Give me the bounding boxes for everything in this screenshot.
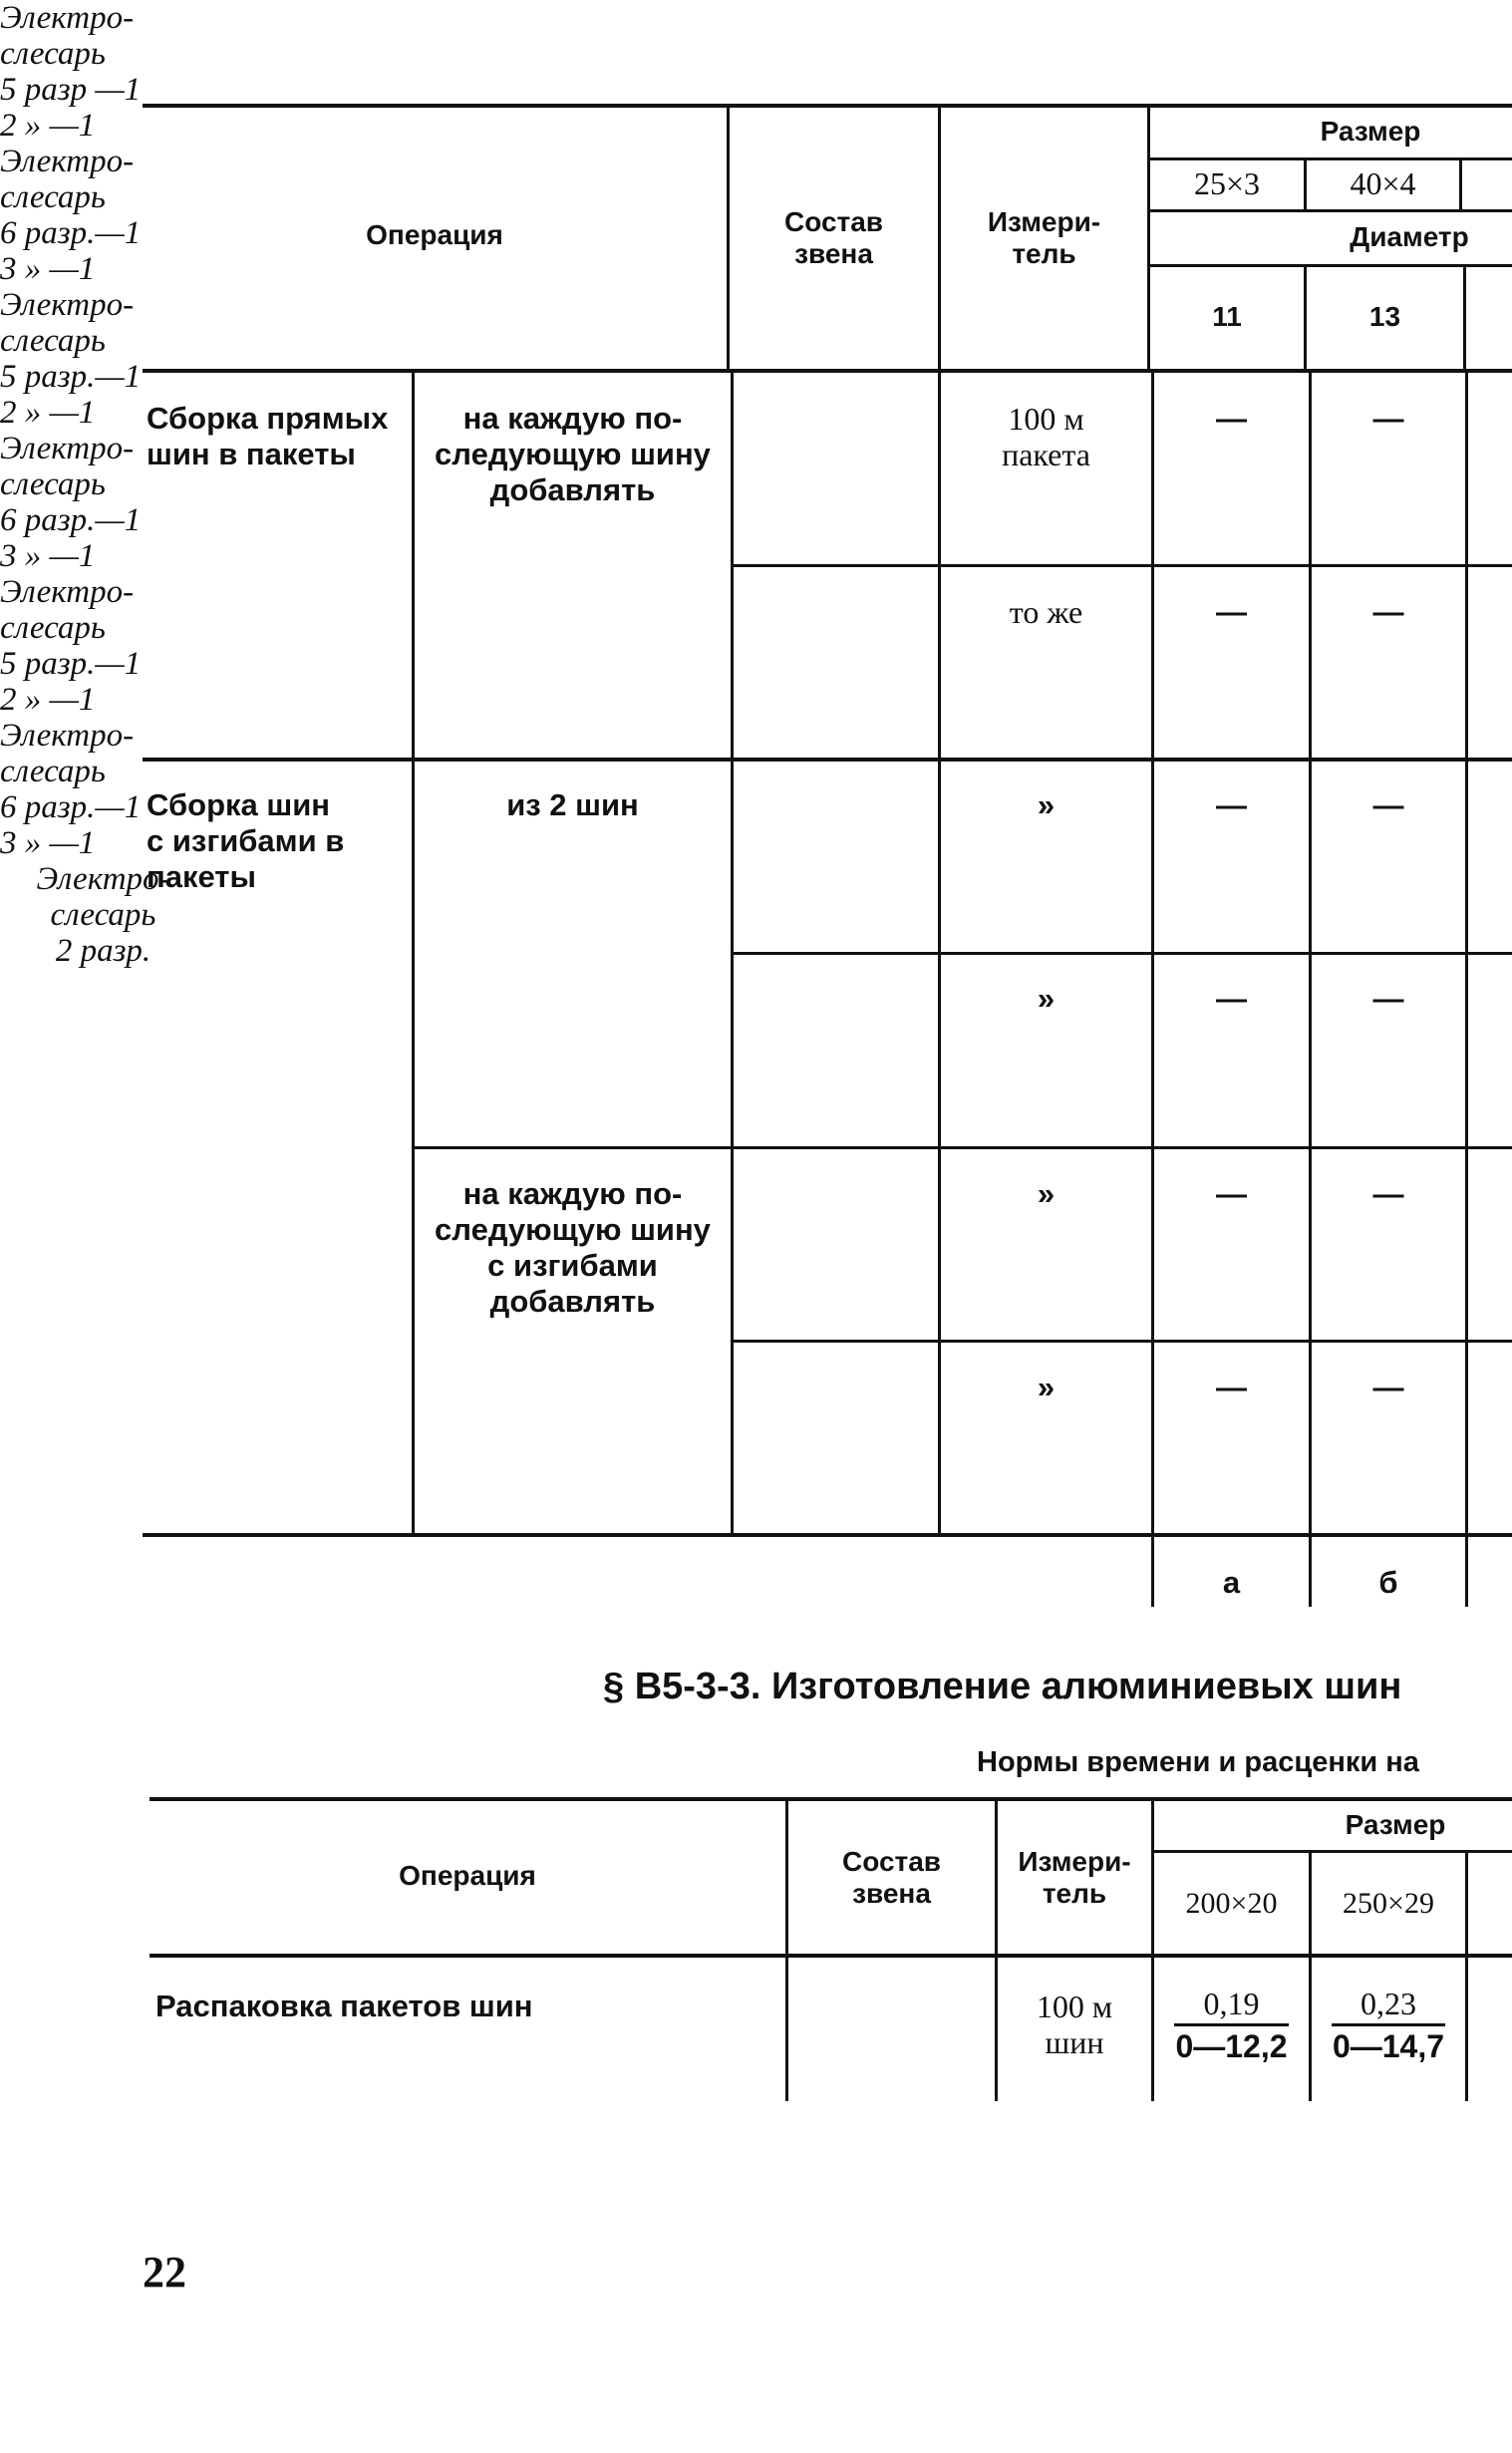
unit-cell: »: [1037, 981, 1056, 1016]
column-letter-a: а: [1222, 1565, 1241, 1600]
header-unit: Измери- тель: [1018, 1846, 1131, 1909]
header-diameter: Диаметр: [1350, 221, 1469, 252]
header-operation: Операция: [366, 219, 503, 250]
time-norm: 0,19: [1174, 1984, 1289, 2026]
sub-operation-cell: на каждую по- следующую шину добавлять: [435, 401, 711, 507]
value-b-cell: —: [1372, 787, 1404, 822]
unit-cell: то же: [1009, 594, 1083, 630]
value-a-cell: —: [1216, 401, 1247, 436]
sub-operation-cell: на каждую по- следующую шину с изгибами добавлять: [435, 1176, 711, 1319]
header-unit: Измери- тель: [987, 206, 1101, 269]
header-size-1: 200×20: [1185, 1887, 1278, 1920]
value-a-cell: —: [1216, 787, 1247, 822]
header-size: Размер: [1345, 1809, 1446, 1840]
crew-cell: Электро- слесарь 6 разр.—1 3 » —1: [0, 718, 142, 861]
crew-cell: Электро- слесарь 6 разр.—1 3 » —1: [0, 144, 142, 287]
crew-cell: Электро- слесарь 5 разр.—1 2 » —1: [0, 574, 142, 718]
unit-cell: 100 м шин: [1036, 1989, 1113, 2060]
header-size: Размер: [1320, 116, 1421, 147]
rate-value-1: [1154, 1984, 1309, 2066]
value-a-cell: —: [1216, 1370, 1247, 1404]
header-crew: Состав звена: [841, 1846, 942, 1909]
value-b-cell: —: [1372, 1176, 1404, 1211]
header-crew: Состав звена: [783, 206, 884, 269]
header-diameter-1: 11: [1212, 301, 1242, 332]
unit-cell: »: [1037, 1370, 1056, 1404]
header-operation: Операция: [399, 1860, 536, 1891]
time-norm: 0,23: [1332, 1984, 1445, 2026]
value-a-cell: —: [1216, 981, 1247, 1016]
norms-caption: Нормы времени и расценки на: [977, 1746, 1419, 1778]
header-size-2: 40×4: [1350, 165, 1416, 201]
section-title: § В5-3-3. Изготовление алюминиевых шин: [603, 1666, 1402, 1707]
crew-cell: Электро- слесарь 5 разр.—1 2 » —1: [0, 287, 142, 431]
crew-cell: Электро- слесарь 6 разр.—1 3 » —1: [0, 431, 142, 574]
operation-cell: Распаковка пакетов шин: [155, 1989, 533, 2023]
header-diameter-2: 13: [1368, 301, 1401, 332]
crew-cell: Электро- слесарь 5 разр —1 2 » —1: [0, 0, 142, 144]
unit-cell: »: [1037, 787, 1056, 822]
unit-cell: 100 м пакета: [1002, 401, 1090, 472]
value-a-cell: —: [1216, 594, 1247, 629]
value-b-cell: —: [1372, 1370, 1404, 1404]
sub-operation-cell: из 2 шин: [506, 787, 639, 822]
unit-cell: »: [1037, 1176, 1056, 1211]
column-letter-b: б: [1378, 1565, 1398, 1600]
price: 0—14,7: [1332, 2028, 1445, 2064]
price: 0—12,2: [1175, 2028, 1288, 2064]
value-b-cell: —: [1372, 401, 1404, 436]
operation-cell: Сборка прямых шин в пакеты: [147, 401, 389, 471]
value-a-cell: —: [1216, 1176, 1247, 1211]
crew-cell: Электро- слесарь 2 разр.: [36, 861, 170, 969]
operation-cell: Сборка шин с изгибами в пакеты: [147, 787, 345, 894]
value-b-cell: —: [1372, 981, 1404, 1016]
rate-value-2: [1312, 1984, 1465, 2066]
header-size-1: 25×3: [1193, 165, 1261, 201]
value-b-cell: —: [1372, 594, 1404, 629]
page-number: 22: [143, 2248, 186, 2297]
header-size-2: 250×29: [1343, 1887, 1434, 1920]
